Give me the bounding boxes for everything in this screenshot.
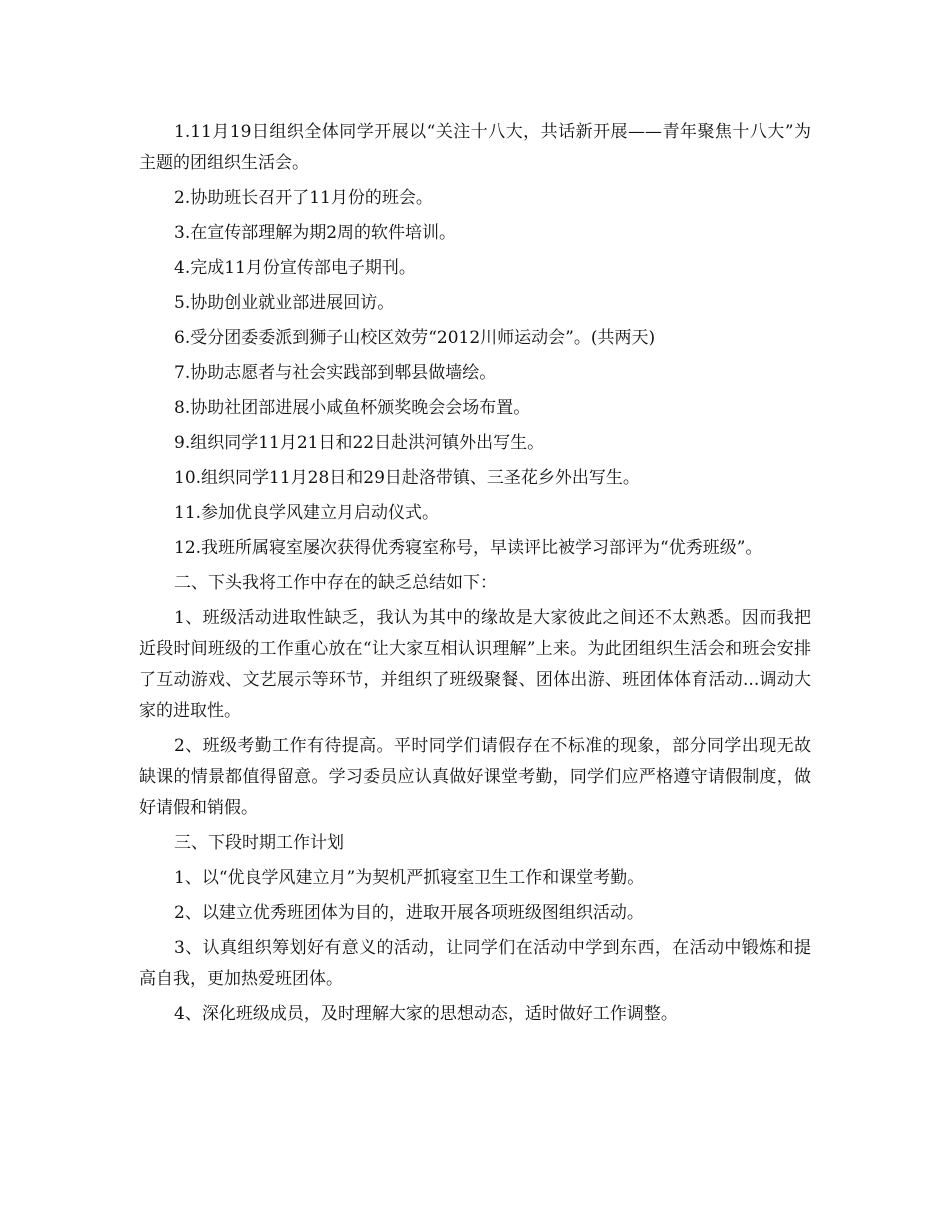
plan-item-3: 3、认真组织筹划好有意义的活动，让同学们在活动中学到东西，在活动中锻炼和提高自我，更加热爱班团体。 [139, 938, 811, 989]
paragraph-item-8: 8.协助社团部进展小咸鱼杯颁奖晚会会场布置。 [174, 398, 531, 418]
plan-item-4: 4、深化班级成员，及时理解大家的思想动态，适时做好工作调整。 [174, 1004, 678, 1024]
paragraph-item-10: 10.组织同学11月28日和29日赴洛带镇、三圣花乡外出写生。 [174, 468, 640, 488]
section-heading-shortcomings: 二、下头我将工作中存在的缺乏总结如下： [174, 573, 497, 593]
section-heading-plan: 三、下段时期工作计划 [174, 833, 344, 853]
paragraph-item-1: 1.11月19日组织全体同学开展以“关注十八大，共话新开展——青年聚焦十八大”为主题的团组织生活会。 [139, 122, 811, 173]
plan-item-1: 1、以“优良学风建立月”为契机严抓寝室卫生工作和课堂考勤。 [174, 868, 645, 888]
document-body [139, 117, 811, 1030]
shortcoming-item-2: 2、班级考勤工作有待提高。平时同学们请假存在不标准的现象，部分同学出现无故缺课的情景都值得留意。学习委员应认真做好课堂考勤，同学们应严格遵守请假制度，做好请假和销假。 [139, 736, 811, 818]
paragraph-item-11: 11.参加优良学风建立月启动仪式。 [174, 503, 440, 523]
paragraph-item-2: 2.协助班长召开了11月份的班会。 [174, 188, 433, 208]
paragraph-item-12: 12.我班所属寝室屡次获得优秀寝室称号，早读评比被学习部评为“优秀班级”。 [174, 538, 763, 558]
shortcoming-item-1: 1、班级活动进取性缺乏，我认为其中的缘故是大家彼此之间还不太熟悉。因而我把近段时间班级的工作重心放在“让大家互相认识理解”上来。为此团组织生活会和班会安排了互动游戏、文艺展示等环节，并组织了班级聚餐、团体出游、班团体体育活动...调动大家的进取性。 [139, 608, 811, 721]
plan-item-2: 2、以建立优秀班团体为目的，进取开展各项班级图组织活动。 [174, 903, 644, 923]
paragraph-item-4: 4.完成11月份宣传部电子期刊。 [174, 258, 416, 278]
paragraph-item-6: 6.受分团委委派到狮子山校区效劳“2012川师运动会”。(共两天) [174, 328, 656, 348]
paragraph-item-3: 3.在宣传部理解为期2周的软件培训。 [174, 223, 457, 243]
paragraph-item-5: 5.协助创业就业部进展回访。 [174, 293, 395, 313]
paragraph-item-9: 9.组织同学11月21日和22日赴洪河镇外出写生。 [174, 433, 545, 453]
paragraph-item-7: 7.协助志愿者与社会实践部到郫县做墙绘。 [174, 363, 497, 383]
